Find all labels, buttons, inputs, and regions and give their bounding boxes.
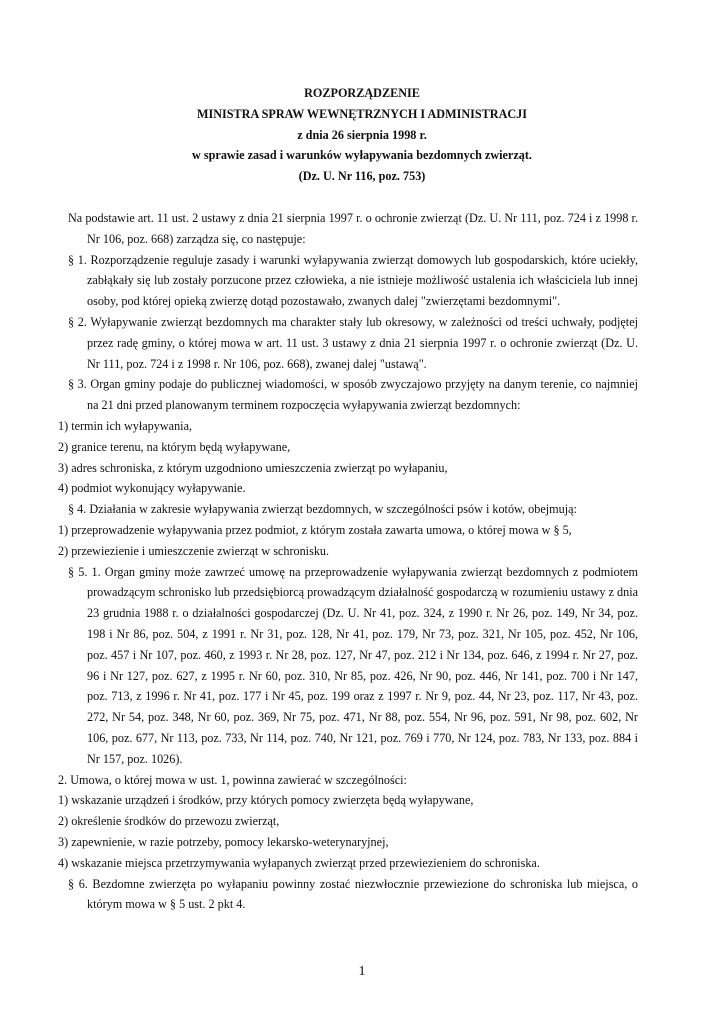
document-header [60, 83, 664, 187]
journal-reference: (Dz. U. Nr 116, poz. 753) [298, 169, 426, 184]
section-5: § 5. 1. Organ gminy może zawrzeć umowę na przeprowadzenie wyłapywania zwierząt bezdomnych z podmiotem prowadzącym schronisko lub przedsiębiorcą prowadzącym działalność gospodarczą w rozumieniu ustawy z dnia 23 grudnia 1988 r. o działalności gospodarczej (Dz. U. Nr 41, poz. 324, z 1990 r. Nr 26, poz. 149, Nr 34, poz. 198 i Nr 86, poz. 504, z 1991 r. Nr 31, poz. 128, Nr 41, poz. 179, Nr 73, poz. 321, Nr 105, poz. 452, Nr 106, poz. 457 i Nr 107, poz. 460, z 1993 r. Nr 28, poz. 127, Nr 47, poz. 212 i Nr 134, poz. 646, z 1994 r. Nr 27, poz. 96 i Nr 127, poz. 627, z 1995 r. Nr 60, poz. 310, Nr 85, poz. 426, Nr 90, poz. 446, Nr 141, poz. 700 i Nr 147, poz. 713, z 1996 r. Nr 41, poz. 177 i Nr 45, poz. 199 oraz z 1997 r. Nr 9, poz. 44, Nr 23, poz. 117, Nr 43, poz. 272, Nr 54, poz. 348, Nr 60, poz. 369, Nr 75, poz. 471, Nr 88, poz. 554, Nr 96, poz. 591, Nr 98, poz. 602, Nr 106, poz. 677, Nr 113, poz. 733, Nr 114, poz. 740, Nr 121, poz. 769 i 770, Nr 124, poz. 783, Nr 133, poz. 884 i Nr 157, poz. 1026). [68, 564, 638, 766]
section-5-item: 4) wskazanie miejsca przetrzymywania wyłapanych zwierząt przed przewiezieniem do schroniska. [58, 855, 540, 870]
section-3: § 3. Organ gminy podaje do publicznej wiadomości, w sposób zwyczajowo przyjęty na danym terenie, co najmniej na 21 dni przed planowanym terminem rozpoczęcia wyłapywania zwierząt bezdomnych: [68, 377, 638, 413]
section-4-item: 2) przewiezienie i umieszczenie zwierząt w schronisku. [58, 543, 330, 558]
section-4: § 4. Działania w zakresie wyłapywania zwierząt bezdomnych, w szczególności psów i kotów, obejmują: [68, 502, 577, 517]
page-number: 1 [358, 964, 366, 979]
issuing-authority: MINISTRA SPRAW WEWNĘTRZNYCH I ADMINISTRACJI [196, 106, 528, 121]
section-5-paragraph-2: 2. Umowa, o której mowa w ust. 1, powinna zawierać w szczególności: [58, 772, 407, 787]
section-3-item: 4) podmiot wykonujący wyłapywanie. [58, 481, 246, 496]
regulation-date: z dnia 26 sierpnia 1998 r. [297, 127, 427, 142]
section-6: § 6. Bezdomne zwierzęta po wyłapaniu powinny zostać niezwłocznie przewiezione do schroniska lub miejsca, o którym mowa w § 5 ust. 2 pkt 4. [68, 876, 638, 912]
section-3-item: 3) adres schroniska, z którym uzgodniono umieszczenia zwierząt po wyłapaniu, [58, 460, 448, 475]
section-3-item: 1) termin ich wyłapywania, [58, 418, 193, 433]
intro-paragraph: Na podstawie art. 11 ust. 2 ustawy z dnia 21 sierpnia 1997 r. o ochronie zwierząt (Dz. U. Nr 111, poz. 724 i z 1998 r. Nr 106, poz. 668) zarządza się, co następuje: [68, 211, 638, 246]
section-1: § 1. Rozporządzenie reguluje zasady i warunki wyłapywania zwierząt domowych lub gospodarskich, które uciekły, zabłąkały się lub zostały porzucone przez człowieka, a nie istnieje możliwość ustalenia ich właściciela lub innej osoby, pod której opieką zwierzę dotąd pozostawało, zwanych dalej "zwierzętami bezdomnymi". [68, 252, 638, 309]
regulation-type: ROZPORZĄDZENIE [304, 86, 420, 100]
section-4-item: 1) przeprowadzenie wyłapywania przez podmiot, z którym została zawarta umowa, o której mowa w § 5, [58, 522, 572, 537]
section-5-item: 1) wskazanie urządzeń i środków, przy których pomocy zwierzęta będą wyłapywane, [58, 793, 474, 808]
section-2: § 2. Wyłapywanie zwierząt bezdomnych ma charakter stały lub okresowy, w zależności od treści uchwały, podjętej przez radę gminy, o której mowa w art. 11 ust. 3 ustawy z dnia 21 sierpnia 1997 r. o ochronie zwierząt (Dz. U. Nr 111, poz. 724 i z 1998 r. Nr 106, poz. 668), zwanej dalej "ustawą". [68, 314, 638, 371]
section-5-item: 2) określenie środków do przewozu zwierząt, [58, 814, 280, 829]
section-3-item: 2) granice terenu, na którym będą wyłapywane, [58, 439, 291, 454]
section-5-item: 3) zapewnienie, w razie potrzeby, pomocy lekarsko-weterynaryjnej, [58, 834, 389, 849]
regulation-subject: w sprawie zasad i warunków wyłapywania bezdomnych zwierząt. [192, 148, 532, 163]
document-body [58, 208, 638, 915]
